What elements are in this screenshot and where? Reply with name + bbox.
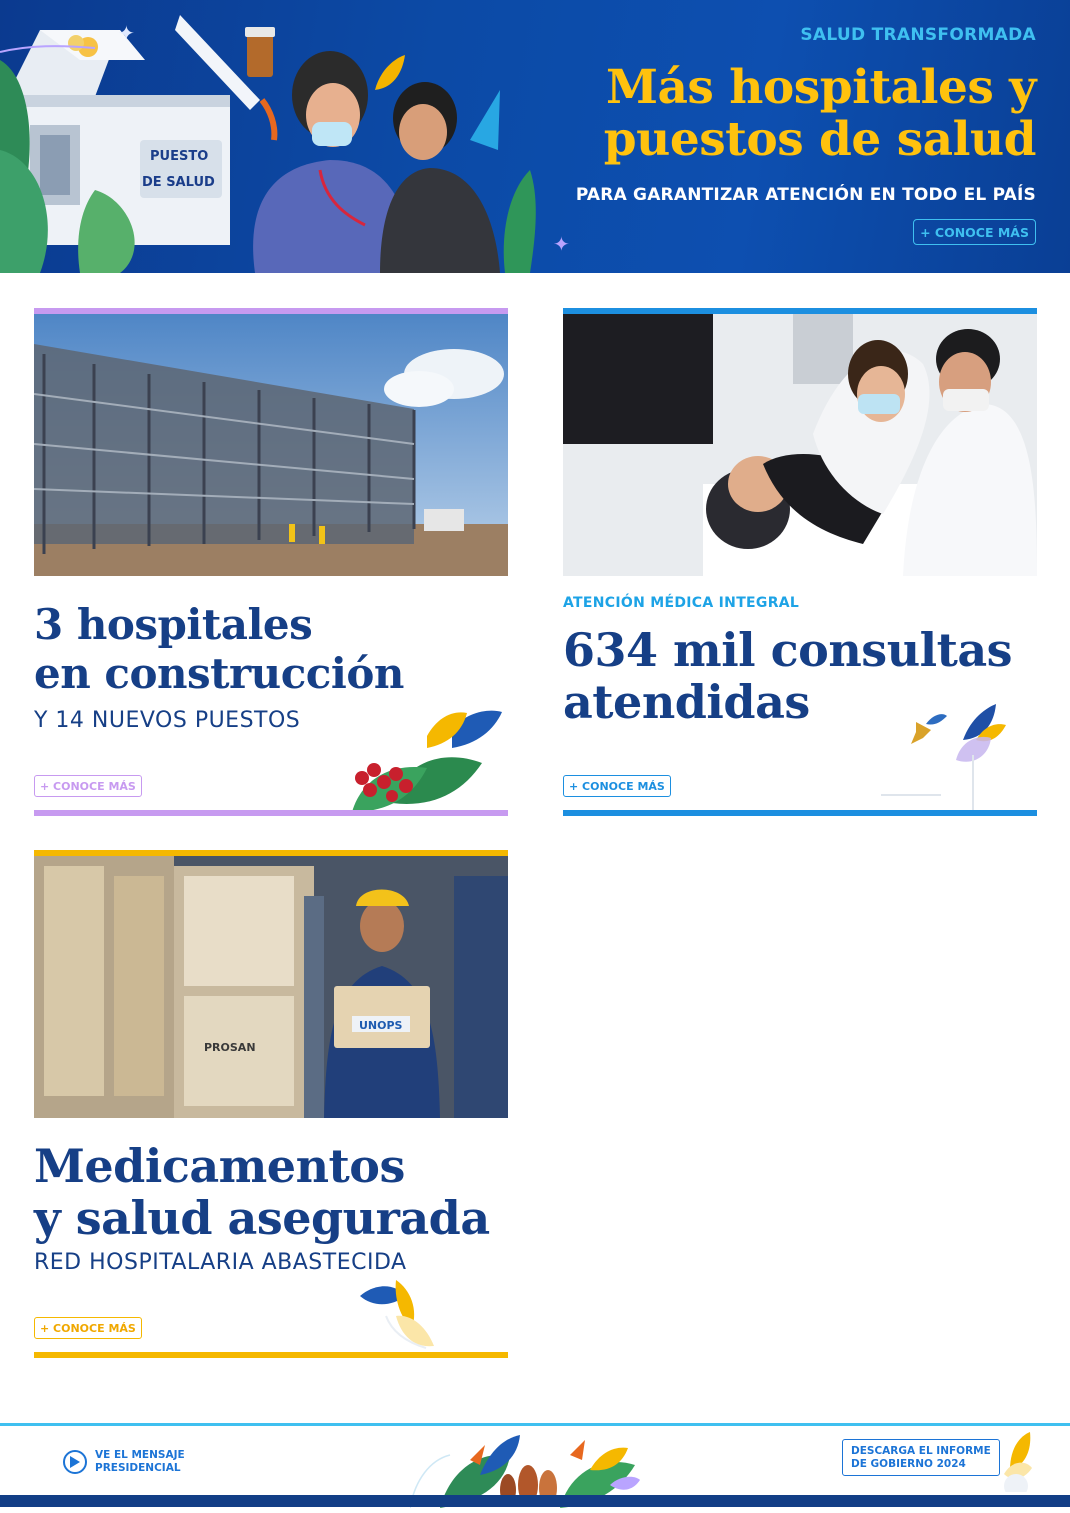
card-hospitals (34, 308, 508, 818)
presidential-message-link[interactable]: VE EL MENSAJE PRESIDENCIAL (63, 1449, 185, 1475)
card-title: 3 hospitales en construcción (34, 600, 404, 698)
card-consultations (563, 308, 1037, 818)
card-bottom-bar (34, 810, 508, 816)
download-report-button[interactable]: DESCARGA EL INFORME DE GOBIERNO 2024 (842, 1439, 1000, 1476)
card-kicker: ATENCIÓN MÉDICA INTEGRAL (563, 595, 800, 611)
warehouse-photo (34, 856, 508, 1118)
footer-base-bar (0, 1495, 1070, 1507)
hero-kicker: SALUD TRANSFORMADA (800, 25, 1036, 45)
hero-illustration (0, 0, 540, 273)
hero-learn-more-button[interactable]: + CONOCE MÁS (913, 219, 1036, 245)
card-learn-more-button[interactable]: + CONOCE MÁS (34, 775, 142, 797)
leaf-decoration (356, 1276, 440, 1356)
card-learn-more-button[interactable]: + CONOCE MÁS (34, 1317, 142, 1339)
hero-subtitle: PARA GARANTIZAR ATENCIÓN EN TODO EL PAÍS (575, 185, 1036, 205)
card-title: Medicamentos y salud asegurada (34, 1139, 490, 1245)
coffee-leaf-decoration (332, 708, 508, 812)
construction-photo (34, 314, 508, 576)
svg-text:PROSAN: PROSAN (204, 1041, 256, 1054)
card-title: 634 mil consultas atendidas (563, 623, 1013, 729)
hero-title: Más hospitales y puestos de salud (603, 60, 1036, 167)
ultrasound-photo (563, 314, 1037, 576)
box-label: UNOPS (359, 1019, 403, 1032)
svg-text:DE SALUD: DE SALUD (142, 175, 215, 190)
hero-banner (0, 0, 1070, 273)
card-medicines (34, 850, 508, 1360)
play-icon (63, 1450, 87, 1474)
card-bottom-bar (563, 810, 1037, 816)
svg-text:✦: ✦ (118, 23, 135, 45)
building-sign: PUESTO (150, 149, 209, 164)
card-subtitle: Y 14 NUEVOS PUESTOS (34, 708, 301, 733)
footer-leaf-icon (1000, 1430, 1034, 1492)
card-learn-more-button[interactable]: + CONOCE MÁS (563, 775, 671, 797)
card-bottom-bar (34, 1352, 508, 1358)
bird-leaf-decoration (881, 700, 1037, 810)
sparkle-icon: ✦ (553, 234, 570, 256)
card-subtitle: RED HOSPITALARIA ABASTECIDA (34, 1250, 407, 1275)
footer-top-line (0, 1423, 1070, 1426)
